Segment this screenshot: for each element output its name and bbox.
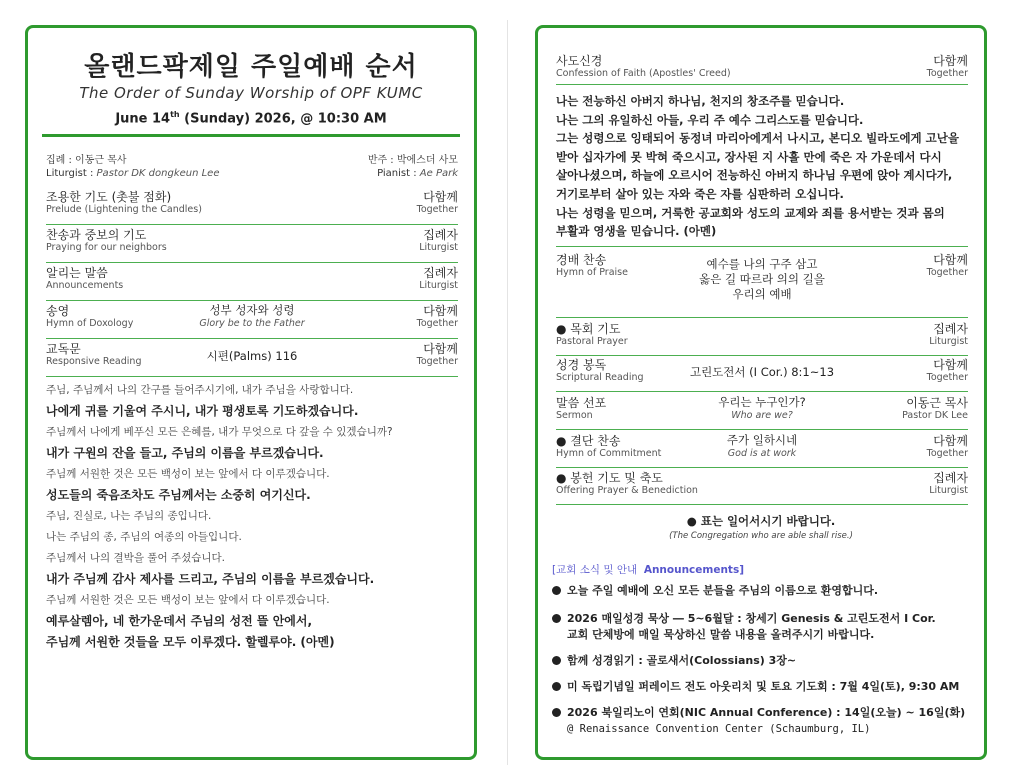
order-item	[46, 226, 458, 263]
announcement-text-continued: 교회 단체방에 매일 묵상하신 말씀 내용을 올려주시기 바랍니다.	[567, 628, 875, 641]
item-title: 성경 봉독	[556, 358, 607, 372]
bullet-icon	[552, 614, 561, 623]
liturgist-korean: 집례 : 이동근 목사	[46, 155, 127, 166]
item-role: 집례자	[933, 322, 968, 336]
order-item	[556, 320, 968, 356]
item-title: 조용한 기도 (촛불 점화)	[46, 190, 172, 204]
item-role-english: Together	[926, 448, 968, 459]
announcement-item	[552, 705, 974, 737]
title-divider	[42, 134, 460, 137]
pianist-korean: 반주 : 박에스더 사모	[367, 155, 458, 166]
announcement-text: 함께 성경읽기 : 골로새서(Colossians) 3장~	[567, 654, 797, 667]
item-role-english: Together	[416, 318, 458, 329]
announcement-item	[552, 583, 974, 599]
item-subtitle: Sermon	[556, 410, 593, 421]
announcement-text-continued: @ Renaissance Convention Center (Schaumburg, IL)	[567, 723, 871, 735]
reading-line-leader: 주님께서 나에게 베푸신 모든 은혜를, 내가 무엇으로 다 갚을 수 있겠습니까?	[46, 426, 393, 438]
creed-line: 거기로부터 살아 있는 자와 죽은 자를 심판하러 오십니다.	[556, 186, 844, 201]
order-item	[556, 432, 968, 468]
announcement-item	[552, 679, 974, 695]
item-role: 이동근 목사	[906, 396, 968, 410]
order-item-praise	[556, 246, 968, 318]
announcement-item	[552, 611, 974, 643]
creed-line: 나는 성령을 믿으며, 거룩한 공교회와 성도의 교제와 죄를 용서받는 것과 몸의	[556, 205, 945, 220]
liturgist-english: Liturgist : Pastor DK dongkeun Lee	[46, 168, 220, 179]
reading-line-congregation: 예루살렘아, 네 한가운데서 주님의 성전 뜰 안에서,	[46, 614, 313, 628]
page-title-korean: 올랜드팍제일 주일예배 순서	[84, 52, 418, 82]
creed-line: 살아나셨으며, 하늘에 오르시어 전능하신 아버지 하나님 우편에 앉아 계시다가,	[556, 168, 953, 183]
item-role: 다함께	[423, 190, 458, 204]
item-detail: 시편(Palms) 116	[206, 349, 298, 363]
page-title-english: The Order of Sunday Worship of OPF KUMC	[79, 84, 423, 102]
item-subtitle: Announcements	[46, 280, 124, 291]
creed-line: 나는 전능하신 아버지 하나님, 천지의 창조주를 믿습니다.	[556, 94, 845, 108]
item-role: 집례자	[423, 228, 458, 242]
item-subtitle: Hymn of Praise	[556, 267, 628, 278]
order-item	[46, 264, 458, 301]
reading-line-congregation: 주님께 서원한 것들을 모두 이루겠다. 할렐루야. (아멘)	[46, 635, 335, 649]
item-role: 다함께	[933, 358, 968, 372]
item-subtitle: Hymn of Commitment	[556, 448, 662, 459]
bullet-icon	[552, 586, 561, 595]
item-subtitle: Hymn of Doxology	[46, 318, 134, 329]
item-role: 다함께	[423, 342, 458, 356]
standing-note-english: (The Congregation who are able shall rise.)	[669, 531, 853, 541]
responsive-reading-text	[46, 380, 458, 653]
item-role-english: Together	[926, 267, 968, 278]
announcements-heading: [교회 소식 및 안내 Announcements]	[552, 564, 745, 576]
item-role-english: Liturgist	[419, 242, 458, 253]
page-fold-divider	[507, 20, 508, 765]
item-role-english: Liturgist	[929, 485, 968, 496]
left-page	[25, 25, 477, 760]
apostles-creed-text	[556, 92, 968, 241]
item-role-english: Liturgist	[929, 336, 968, 347]
item-role-english: Together	[416, 356, 458, 367]
item-detail: 우리는 누구인가?	[718, 395, 806, 409]
item-role-english: Together	[416, 204, 458, 215]
item-role-english: Liturgist	[419, 280, 458, 291]
announcement-text: 2026 북일리노이 연회(NIC Annual Conference) : 14일(오늘) ~ 16일(화)	[567, 706, 966, 719]
right-page	[535, 25, 987, 760]
reading-line-congregation: 내가 구원의 잔을 들고, 주님의 이름을 부르겠습니다.	[46, 446, 324, 460]
item-subtitle: Prelude (Lightening the Candles)	[46, 204, 202, 215]
creed-line: 받아 십자가에 못 박혀 죽으시고, 장사된 지 사흘 만에 죽은 자 가운데서 다시	[556, 149, 942, 164]
announcement-item	[552, 653, 974, 669]
praise-hymn-line: 예수를 나의 구주 삼고	[706, 257, 818, 271]
praise-hymn-line: 우리의 예배	[732, 287, 792, 301]
item-detail-english: Who are we?	[731, 410, 793, 421]
announcement-text: 미 독립기념일 퍼레이드 전도 아웃리치 및 토요 기도회 : 7월 4일(토), 9:30 AM	[567, 680, 960, 693]
item-detail-english: Glory be to the Father	[199, 318, 305, 329]
item-role: 다함께	[933, 253, 968, 267]
reading-line-congregation: 내가 주님께 감사 제사를 드리고, 주님의 이름을 부르겠습니다.	[46, 572, 375, 586]
item-role: 다함께	[933, 434, 968, 448]
reading-line-leader: 주님, 진실로, 나는 주님의 종입니다.	[46, 510, 212, 522]
item-subtitle: Praying for our neighbors	[46, 242, 167, 253]
announcement-text: 오늘 주일 예배에 오신 모든 분들을 주님의 이름으로 환영합니다.	[567, 584, 879, 597]
item-detail-english: God is at work	[727, 448, 797, 459]
order-item	[556, 356, 968, 392]
bullet-icon	[552, 682, 561, 691]
item-title: ● 목회 기도	[556, 322, 621, 336]
announcement-text: 2026 매일성경 묵상 ― 5~6월달 : 창세기 Genesis & 고린도전서 I Cor.	[567, 612, 936, 625]
item-subtitle: Confession of Faith (Apostles' Creed)	[556, 68, 731, 79]
item-title: ● 봉헌 기도 및 축도	[556, 471, 663, 485]
item-subtitle: Responsive Reading	[46, 356, 142, 367]
creed-line: 나는 그의 유일하신 아들, 우리 주 예수 그리스도를 믿습니다.	[556, 112, 864, 127]
item-role: 다함께	[933, 54, 968, 68]
order-item-creed	[556, 52, 968, 85]
bullet-icon	[552, 656, 561, 665]
order-item	[46, 302, 458, 339]
item-title: 찬송과 중보의 기도	[46, 228, 147, 242]
item-subtitle: Offering Prayer & Benediction	[556, 485, 698, 496]
item-detail: 주가 일하시네	[726, 433, 798, 447]
item-role-english: Together	[926, 68, 968, 79]
creed-line: 그는 성령으로 잉태되어 동정녀 마리아에게서 나시고, 본디오 빌라도에게 고난을	[556, 131, 959, 146]
item-title: 알리는 말씀	[46, 266, 108, 280]
item-title: 송영	[46, 304, 70, 318]
order-item	[556, 394, 968, 430]
creed-line: 부활과 영생을 믿습니다. (아멘)	[556, 224, 717, 239]
item-subtitle: Pastoral Prayer	[556, 336, 628, 347]
item-title: 말씀 선포	[556, 396, 607, 410]
reading-line-congregation: 나에게 귀를 기울여 주시니, 내가 평생토록 기도하겠습니다.	[46, 404, 359, 418]
reading-line-leader: 주님께서 나의 결박을 풀어 주셨습니다.	[46, 552, 225, 564]
reading-line-leader: 주님께 서원한 것은 모든 백성이 보는 앞에서 다 이루겠습니다.	[46, 594, 330, 606]
reading-line-leader: 주님, 주님께서 나의 간구를 들어주시기에, 내가 주님을 사랑합니다.	[46, 384, 354, 396]
item-title: 교독문	[46, 342, 81, 356]
order-item	[556, 469, 968, 505]
praise-hymn-lines	[556, 257, 968, 302]
item-detail: 성부 성자와 성령	[209, 303, 295, 317]
reading-line-congregation: 성도들의 죽음조차도 주님께서는 소중히 여기신다.	[46, 488, 311, 502]
order-item	[46, 188, 458, 225]
item-role: 다함께	[423, 304, 458, 318]
item-subtitle: Scriptural Reading	[556, 372, 644, 383]
item-title: 사도신경	[556, 54, 603, 68]
item-role: 집례자	[423, 266, 458, 280]
standing-note: ● 표는 일어서시기 바랍니다.	[686, 514, 836, 528]
item-title: 경배 찬송	[556, 253, 607, 267]
item-title: ● 결단 찬송	[556, 434, 621, 448]
service-date: June 14th (Sunday) 2026, @ 10:30 AM	[115, 110, 387, 127]
item-role-english: Pastor DK Lee	[902, 410, 968, 421]
reading-line-leader: 주님께 서원한 것은 모든 백성이 보는 앞에서 다 이루겠습니다.	[46, 468, 330, 480]
item-role-english: Together	[926, 372, 968, 383]
item-role: 집례자	[933, 471, 968, 485]
bullet-icon	[552, 708, 561, 717]
order-item	[46, 340, 458, 377]
item-detail: 고린도전서 (I Cor.) 8:1~13	[689, 365, 835, 379]
praise-hymn-line: 옳은 길 따르라 의의 길을	[699, 272, 825, 286]
pianist-english: Pianist : Ae Park	[377, 168, 458, 179]
reading-line-leader: 나는 주님의 종, 주님의 여종의 아들입니다.	[46, 531, 242, 543]
